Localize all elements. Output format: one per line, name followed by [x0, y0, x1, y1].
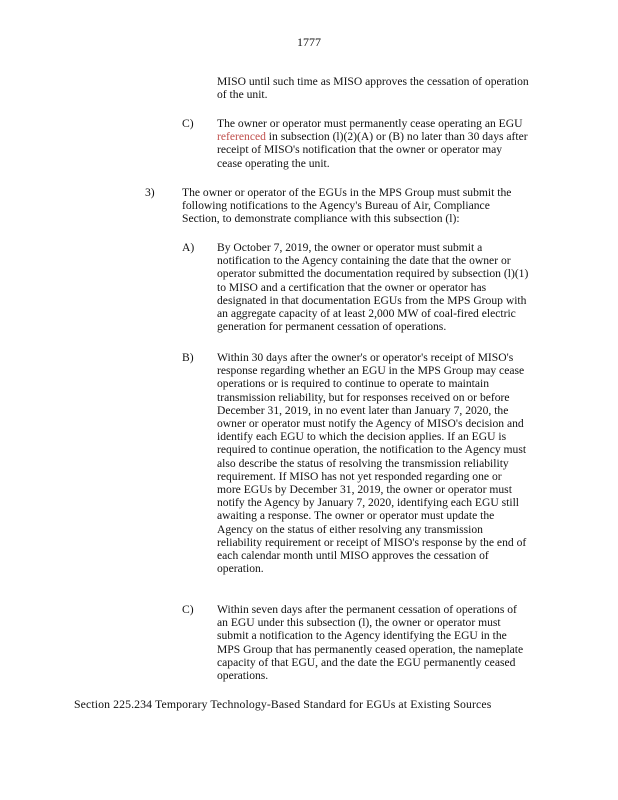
text-line: more EGUs by December 31, 2019, the owner or operator must: [217, 483, 512, 497]
item-c-second-paragraph: [217, 603, 523, 682]
text-fragment: in subsection (l)(2)(A) or (B) no later than 30 days after: [265, 130, 528, 144]
text-line: response regarding whether an EGU in the MPS Group may cease: [217, 364, 525, 378]
text-line: Agency on the status of either resolving any transmission: [217, 522, 483, 536]
text-line: identify each EGU to which the decision applies. If an EGU is: [217, 430, 507, 444]
text-line: owner or operator must notify the Agency of MISO's decision and: [217, 417, 524, 431]
text-line: an aggregate capacity of at least 2,000 MW of coal-fired electric: [217, 307, 516, 321]
item-label-c-second: C): [182, 603, 194, 616]
item-label-c: C): [182, 117, 194, 130]
text-line: requirement. If MISO has not yet responded regarding one or: [217, 469, 502, 483]
text-line: of the unit.: [217, 88, 268, 102]
item-a-paragraph: [217, 241, 528, 333]
text-line: By October 7, 2019, the owner or operator must submit a: [217, 241, 483, 254]
text-line: Within seven days after the permanent cessation of operations of: [217, 603, 517, 616]
text-line: The owner or operator of the EGUs in the MPS Group must submit the: [182, 186, 512, 199]
item-b-paragraph: [217, 351, 526, 575]
text-line: operator submitted the documentation required by subsection (l)(1): [217, 267, 529, 281]
text-line: operations.: [217, 669, 269, 683]
text-line: awaiting a response. The owner or operator must update the: [217, 509, 495, 523]
text-line: MPS Group that has permanently ceased operation, the nameplate: [217, 642, 524, 656]
item-c-paragraph: [217, 117, 528, 170]
item-label-3: 3): [145, 186, 155, 199]
text-line: to MISO and a certification that the owner or operator has: [217, 280, 487, 294]
text-line: MISO until such time as MISO approves the cessation of operation: [217, 75, 529, 88]
text-line: Section, to demonstrate compliance with this subsection (l):: [182, 212, 460, 226]
text-line: notification to the Agency containing the date that the owner or: [217, 254, 511, 268]
text-line: receipt of MISO's notification that the owner or operator may: [217, 143, 503, 157]
text-line: an EGU under this subsection (l), the owner or operator must: [217, 616, 501, 630]
text-line: required to continue operation, the notification to the Agency must: [217, 443, 527, 457]
text-line: December 31, 2019, in no event later than January 7, 2020, the: [217, 403, 509, 417]
text-line: generation for permanent cessation of operations.: [217, 320, 447, 334]
text-line: cease operating the unit.: [217, 156, 330, 170]
text-line: capacity of that EGU, and the date the EGU permanently ceased: [217, 655, 516, 669]
text-line: reliability requirement or receipt of MISO's response by the end of: [217, 535, 527, 549]
text-line: following notifications to the Agency's Bureau of Air, Compliance: [182, 199, 490, 213]
text-line: notify the Agency by January 7, 2020, identifying each EGU still: [217, 496, 520, 510]
item-3-paragraph: [182, 186, 511, 226]
text-line: operations or is required to continue to operate to maintain: [217, 377, 490, 391]
page-number: 1777: [297, 35, 321, 49]
text-line: The owner or operator must permanently cease operating an EGU: [217, 117, 523, 130]
text-line: designated in that documentation EGUs from the MPS Group with: [217, 293, 527, 307]
item-label-b: B): [182, 351, 194, 364]
text-line: also describe the status of resolving the transmission reliability: [217, 456, 509, 470]
text-line: each calendar month until MISO approves the cessation of: [217, 549, 489, 563]
text-line: Within 30 days after the owner's or operator's receipt of MISO's: [217, 351, 514, 364]
section-heading: Section 225.234 Temporary Technology-Based Standard for EGUs at Existing Sources: [74, 697, 492, 711]
referenced-link-text: referenced: [217, 130, 266, 144]
text-line: [217, 130, 528, 143]
continuation-paragraph: [217, 75, 529, 101]
text-line: transmission reliability, but for responses received on or before: [217, 390, 510, 404]
text-line: operation.: [217, 562, 264, 576]
text-line: submit a notification to the Agency identifying the EGU in the: [217, 629, 507, 643]
item-label-a: A): [182, 241, 195, 254]
